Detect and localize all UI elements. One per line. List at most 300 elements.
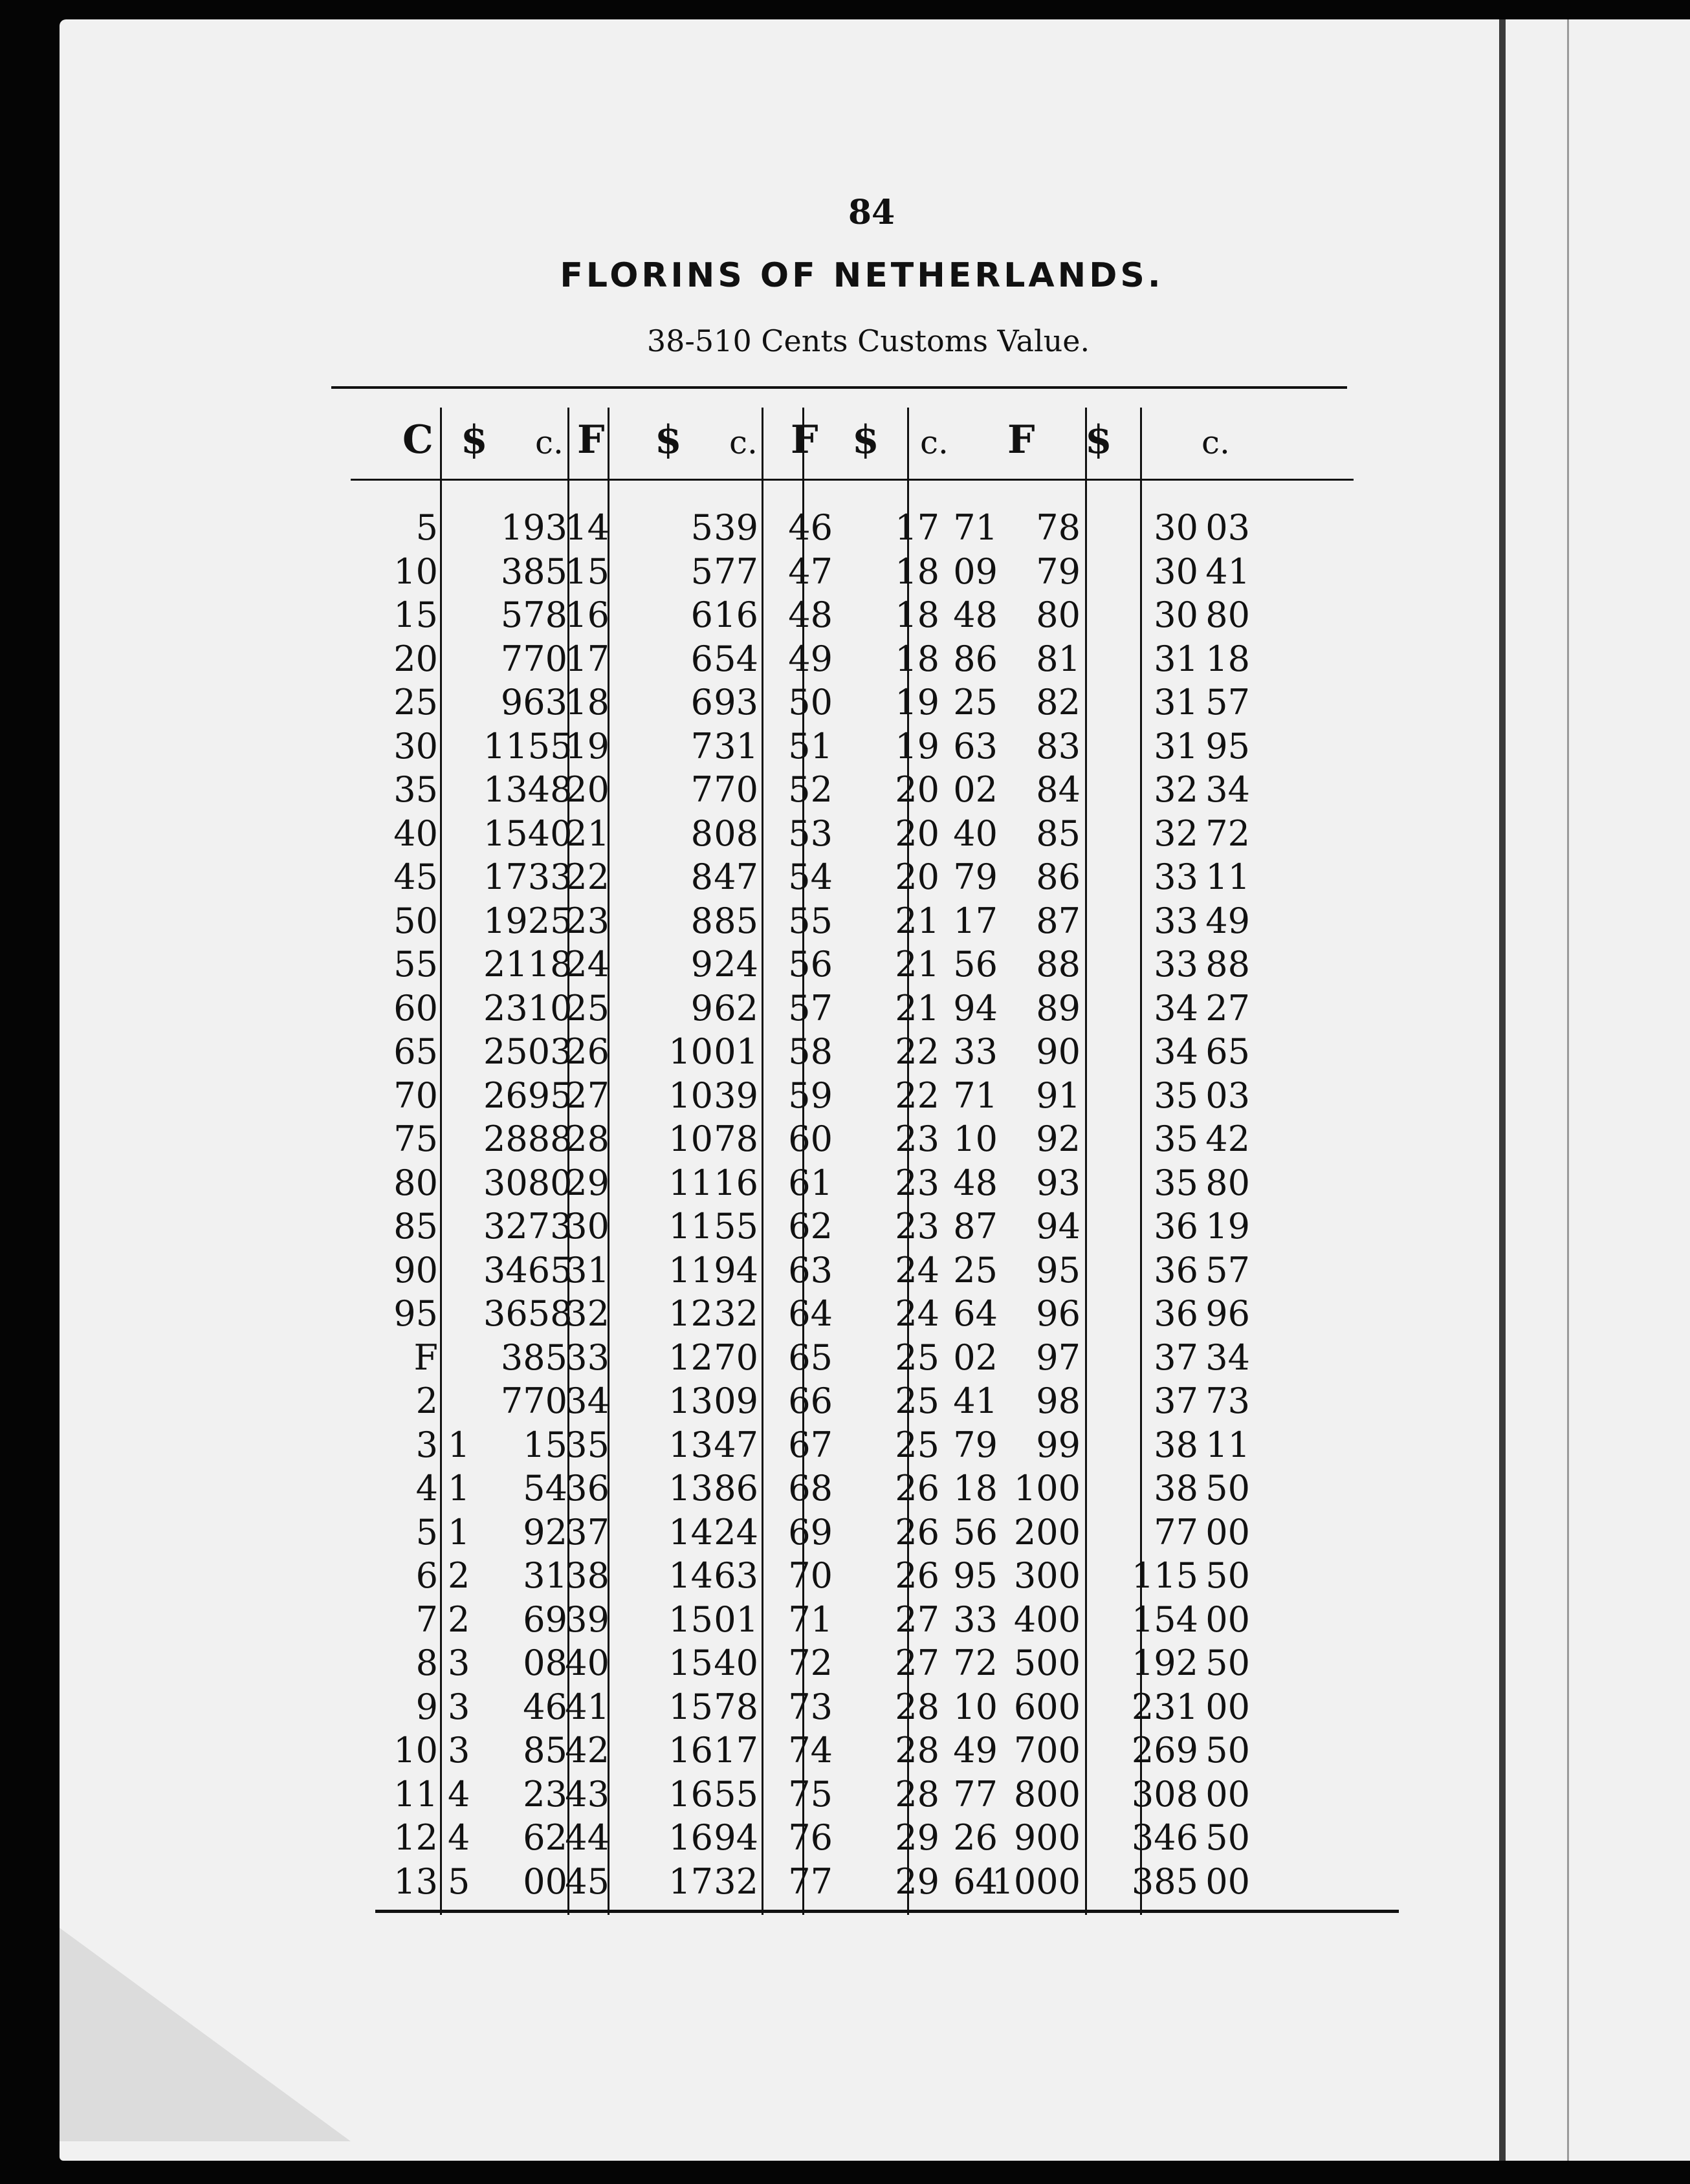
florin-cell: 34 [565, 1381, 609, 1421]
dollar-cell: 14 [668, 1511, 713, 1553]
cent-cell: 55 [714, 1773, 758, 1815]
dollar-cell: 5 [690, 551, 713, 592]
dollar-cell: 19 [895, 682, 939, 723]
cent-cell: 2310 [483, 987, 573, 1029]
dollar-cell: 37 [1154, 1381, 1198, 1421]
table-row [60, 1641, 1690, 1685]
florin-cell: 27 [565, 1075, 609, 1116]
cent-cell: 963 [500, 682, 567, 723]
dollar-cell: 16 [668, 1817, 713, 1858]
cent-cell: 65 [1205, 1031, 1250, 1072]
florin-cell: 79 [1036, 551, 1081, 592]
cent-cell: 385 [500, 551, 567, 592]
cent-cell: 24 [714, 1511, 758, 1553]
cent-cell: 94 [714, 1817, 758, 1858]
florin-cell: 37 [565, 1511, 609, 1553]
cent-cell: 64 [953, 1293, 998, 1334]
dollar-cell: 29 [895, 1861, 939, 1902]
cent-cell: 50 [1205, 1730, 1250, 1771]
dollar-cell: 19 [895, 725, 939, 767]
dollar-cell: 32 [1154, 769, 1198, 810]
cent-cell: 18 [953, 1468, 998, 1509]
cent-cell: 41 [1205, 551, 1250, 592]
florin-cell: 40 [565, 1643, 609, 1683]
dollar-cell: 15 [668, 1686, 713, 1727]
dollar-cell: 13 [668, 1468, 713, 1509]
cent-cell: 2118 [483, 944, 573, 985]
cent-cell: 94 [953, 987, 998, 1029]
cent-cell: 77 [953, 1773, 998, 1815]
header-cell: F [1007, 417, 1035, 463]
florin-cell: 1000 [991, 1861, 1081, 1902]
cent-cell: 71 [953, 507, 998, 548]
florin-cell: 41 [565, 1686, 609, 1727]
cent-cell: 11 [1205, 1424, 1250, 1465]
florin-cell: 40 [393, 813, 438, 854]
cent-cell: 03 [1205, 507, 1250, 548]
cent-cell: 86 [714, 1468, 758, 1509]
table-row [60, 1685, 1690, 1729]
florin-cell: 14 [565, 507, 609, 548]
cent-cell: 385 [500, 1337, 567, 1378]
dollar-cell: 77 [1154, 1511, 1198, 1553]
florin-cell: 22 [565, 857, 609, 897]
florin-cell: 45 [393, 857, 438, 897]
header-cell: $ [461, 417, 488, 463]
cent-cell: 50 [1205, 1817, 1250, 1858]
dollar-cell: 14 [668, 1555, 713, 1596]
florin-cell: 50 [393, 900, 438, 941]
dollar-cell: 11 [668, 1206, 713, 1247]
florin-cell: 61 [788, 1162, 833, 1203]
florin-cell: 83 [1036, 725, 1081, 767]
cent-cell: 79 [953, 857, 998, 897]
dollar-cell: 24 [895, 1249, 939, 1291]
dollar-cell: 154 [1131, 1599, 1198, 1640]
table-row [60, 593, 1690, 637]
florin-cell: 900 [1013, 1817, 1081, 1858]
dollar-cell: 33 [1154, 857, 1198, 897]
florin-cell: 4 [415, 1468, 438, 1509]
dollar-cell: 23 [895, 1206, 939, 1247]
cent-cell: 3658 [483, 1293, 573, 1334]
header-cell: c. [535, 424, 564, 461]
dollar-cell: 5 [448, 1861, 470, 1902]
dollar-cell: 9 [690, 944, 713, 985]
cent-cell: 77 [714, 551, 758, 592]
cent-cell: 17 [714, 1730, 758, 1771]
florin-cell: 5 [415, 507, 438, 548]
florin-cell: 17 [565, 638, 609, 679]
florin-cell: 88 [1036, 944, 1081, 985]
florin-cell: 68 [788, 1468, 833, 1509]
florin-cell: 25 [393, 682, 438, 723]
cent-cell: 00 [1205, 1599, 1250, 1640]
cent-cell: 80 [1205, 1162, 1250, 1203]
cent-cell: 31 [714, 725, 758, 767]
florin-cell: 69 [788, 1511, 833, 1553]
folded-corner [60, 1928, 351, 2141]
florin-cell: 50 [788, 682, 833, 723]
dollar-cell: 16 [668, 1730, 713, 1771]
dollar-cell: 23 [895, 1162, 939, 1203]
dollar-cell: 35 [1154, 1119, 1198, 1159]
cent-cell: 42 [1205, 1119, 1250, 1159]
page-subtitle: 38-510 Cents Customs Value. [646, 323, 1090, 358]
cent-cell: 63 [714, 1555, 758, 1596]
cent-cell: 193 [500, 507, 567, 548]
florin-cell: 21 [565, 813, 609, 854]
florin-cell: 53 [788, 813, 833, 854]
cent-cell: 33 [953, 1599, 998, 1640]
table-row [60, 1423, 1690, 1467]
florin-cell: 65 [788, 1337, 833, 1378]
cent-cell: 09 [714, 1381, 758, 1421]
table-row [60, 943, 1690, 987]
dollar-cell: 11 [668, 1249, 713, 1291]
cent-cell: 70 [714, 769, 758, 810]
florin-cell: 52 [788, 769, 833, 810]
florin-cell: 77 [788, 1861, 833, 1902]
cent-cell: 56 [953, 944, 998, 985]
florin-cell: 66 [788, 1381, 833, 1421]
cent-cell: 01 [714, 1599, 758, 1640]
table-row [60, 1205, 1690, 1249]
header-cell: $ [655, 417, 682, 463]
dollar-cell: 308 [1131, 1773, 1198, 1815]
header-cell: c. [729, 424, 758, 461]
table-row [60, 812, 1690, 856]
cent-cell: 578 [500, 595, 567, 635]
florin-cell: 63 [788, 1249, 833, 1291]
dollar-cell: 35 [1154, 1162, 1198, 1203]
dollar-cell: 3 [448, 1686, 470, 1727]
dollar-cell: 31 [1154, 682, 1198, 723]
cent-cell: 2695 [483, 1075, 573, 1116]
cent-cell: 02 [953, 1337, 998, 1378]
cent-cell: 1925 [483, 900, 573, 941]
florin-cell: 38 [565, 1555, 609, 1596]
dollar-cell: 6 [690, 682, 713, 723]
florin-cell: 11 [393, 1773, 438, 1815]
cent-cell: 770 [500, 1381, 567, 1421]
table-row [60, 1773, 1690, 1817]
florin-cell: 74 [788, 1730, 833, 1771]
table-row [60, 550, 1690, 594]
florin-cell: 23 [565, 900, 609, 941]
cent-cell: 24 [714, 944, 758, 985]
header-cell: $ [852, 417, 879, 463]
cent-cell: 1348 [483, 769, 573, 810]
cent-cell: 2888 [483, 1119, 573, 1159]
cent-cell: 08 [523, 1643, 567, 1683]
dollar-cell: 346 [1131, 1817, 1198, 1858]
florin-cell: 46 [788, 507, 833, 548]
header-cell: $ [1085, 417, 1112, 463]
florin-cell: 300 [1013, 1555, 1081, 1596]
florin-cell: 200 [1013, 1511, 1081, 1553]
dollar-cell: 25 [895, 1381, 939, 1421]
cent-cell: 63 [953, 725, 998, 767]
florin-cell: 98 [1036, 1381, 1081, 1421]
cent-cell: 16 [714, 1162, 758, 1203]
table-header [60, 417, 1690, 475]
florin-cell: 20 [393, 638, 438, 679]
dollar-cell: 15 [668, 1643, 713, 1683]
dollar-cell: 20 [895, 813, 939, 854]
table-row [60, 899, 1690, 943]
cent-cell: 70 [714, 1337, 758, 1378]
florin-cell: 54 [788, 857, 833, 897]
florin-cell: 19 [565, 725, 609, 767]
table-row [60, 1249, 1690, 1293]
florin-cell: 48 [788, 595, 833, 635]
table-row [60, 1117, 1690, 1161]
dollar-cell: 16 [668, 1773, 713, 1815]
florin-cell: 93 [1036, 1162, 1081, 1203]
dollar-cell: 231 [1131, 1686, 1198, 1727]
florin-cell: 96 [1036, 1293, 1081, 1334]
florin-cell: 82 [1036, 682, 1081, 723]
florin-cell: 80 [1036, 595, 1081, 635]
dollar-cell: 8 [690, 813, 713, 854]
cent-cell: 56 [953, 1511, 998, 1553]
florin-cell: 20 [565, 769, 609, 810]
cent-cell: 78 [714, 1686, 758, 1727]
dollar-cell: 15 [668, 1599, 713, 1640]
florin-cell: 30 [393, 725, 438, 767]
cent-cell: 3273 [483, 1206, 573, 1247]
florin-cell: 95 [393, 1293, 438, 1334]
table-row [60, 1511, 1690, 1555]
cent-cell: 93 [714, 682, 758, 723]
cent-cell: 50 [1205, 1555, 1250, 1596]
cent-cell: 79 [953, 1424, 998, 1465]
florin-cell: 13 [393, 1861, 438, 1902]
table-row [60, 1860, 1690, 1904]
cent-cell: 34 [1205, 769, 1250, 810]
table-row [60, 725, 1690, 769]
florin-cell: 95 [1036, 1249, 1081, 1291]
cent-cell: 57 [1205, 1249, 1250, 1291]
cent-cell: 00 [1205, 1511, 1250, 1553]
cent-cell: 25 [953, 682, 998, 723]
dollar-cell: 28 [895, 1730, 939, 1771]
cent-cell: 40 [714, 1643, 758, 1683]
cent-cell: 48 [953, 595, 998, 635]
florin-cell: 15 [393, 595, 438, 635]
dollar-cell: 4 [448, 1817, 470, 1858]
cent-cell: 87 [953, 1206, 998, 1247]
dollar-cell: 21 [895, 987, 939, 1029]
table-header-rule [351, 479, 1354, 481]
cent-cell: 73 [1205, 1381, 1250, 1421]
dollar-cell: 23 [895, 1119, 939, 1159]
cent-cell: 3080 [483, 1162, 573, 1203]
cent-cell: 11 [1205, 857, 1250, 897]
table-row [60, 1292, 1690, 1336]
cent-cell: 69 [523, 1599, 567, 1640]
dollar-cell: 9 [690, 987, 713, 1029]
cent-cell: 88 [1205, 944, 1250, 985]
cent-cell: 33 [953, 1031, 998, 1072]
florin-cell: 71 [788, 1599, 833, 1640]
florin-cell: 59 [788, 1075, 833, 1116]
cent-cell: 08 [714, 813, 758, 854]
dollar-cell: 27 [895, 1643, 939, 1683]
dollar-cell: 1 [448, 1511, 470, 1553]
dollar-cell: 8 [690, 900, 713, 941]
cent-cell: 54 [523, 1468, 567, 1509]
table-row [60, 1379, 1690, 1423]
header-cell: c. [920, 424, 949, 461]
florin-cell: 86 [1036, 857, 1081, 897]
dollar-cell: 37 [1154, 1337, 1198, 1378]
cent-cell: 96 [1205, 1293, 1250, 1334]
cent-cell: 01 [714, 1031, 758, 1072]
table-top-rule [331, 386, 1347, 389]
dollar-cell: 13 [668, 1424, 713, 1465]
florin-cell: 35 [393, 769, 438, 810]
cent-cell: 40 [953, 813, 998, 854]
florin-cell: 5 [415, 1511, 438, 1553]
dollar-cell: 27 [895, 1599, 939, 1640]
dollar-cell: 7 [690, 769, 713, 810]
dollar-cell: 20 [895, 857, 939, 897]
table-row [60, 1598, 1690, 1642]
dollar-cell: 32 [1154, 813, 1198, 854]
header-cell: F [577, 417, 605, 463]
cent-cell: 03 [1205, 1075, 1250, 1116]
florin-cell: 45 [565, 1861, 609, 1902]
cent-cell: 49 [1205, 900, 1250, 941]
cent-cell: 1733 [483, 857, 573, 897]
cent-cell: 64 [953, 1861, 998, 1902]
florin-cell: 36 [565, 1468, 609, 1509]
florin-cell: 55 [393, 944, 438, 985]
cent-cell: 34 [1205, 1337, 1250, 1378]
table-row [60, 1554, 1690, 1598]
florin-cell: 12 [393, 1817, 438, 1858]
cent-cell: 72 [1205, 813, 1250, 854]
florin-cell: 91 [1036, 1075, 1081, 1116]
florin-cell: 62 [788, 1206, 833, 1247]
florin-cell: 67 [788, 1424, 833, 1465]
table-row [60, 855, 1690, 899]
florin-cell: 35 [565, 1424, 609, 1465]
dollar-cell: 36 [1154, 1249, 1198, 1291]
florin-cell: 700 [1013, 1730, 1081, 1771]
dollar-cell: 33 [1154, 900, 1198, 941]
cent-cell: 72 [953, 1643, 998, 1683]
florin-cell: 73 [788, 1686, 833, 1727]
dollar-cell: 36 [1154, 1293, 1198, 1334]
dollar-cell: 18 [895, 638, 939, 679]
florin-cell: 90 [1036, 1031, 1081, 1072]
cent-cell: 71 [953, 1075, 998, 1116]
table-row [60, 637, 1690, 681]
florin-cell: 32 [565, 1293, 609, 1334]
cent-cell: 46 [523, 1686, 567, 1727]
cent-cell: 49 [953, 1730, 998, 1771]
florin-cell: 44 [565, 1817, 609, 1858]
dollar-cell: 31 [1154, 725, 1198, 767]
cent-cell: 78 [714, 1119, 758, 1159]
florin-cell: 25 [565, 987, 609, 1029]
florin-cell: 3 [415, 1424, 438, 1465]
florin-cell: 29 [565, 1162, 609, 1203]
table-row [60, 1336, 1690, 1380]
cent-cell: 27 [1205, 987, 1250, 1029]
florin-cell: 89 [1036, 987, 1081, 1029]
cent-cell: 25 [953, 1249, 998, 1291]
florin-cell: 65 [393, 1031, 438, 1072]
florin-cell: 99 [1036, 1424, 1081, 1465]
dollar-cell: 3 [448, 1730, 470, 1771]
cent-cell: 17 [953, 900, 998, 941]
cent-cell: 10 [953, 1119, 998, 1159]
dollar-cell: 192 [1131, 1643, 1198, 1683]
cent-cell: 02 [953, 769, 998, 810]
dollar-cell: 36 [1154, 1206, 1198, 1247]
dollar-cell: 17 [895, 507, 939, 548]
cent-cell: 50 [1205, 1643, 1250, 1683]
florin-cell: 51 [788, 725, 833, 767]
florin-cell: 16 [565, 595, 609, 635]
florin-cell: 76 [788, 1817, 833, 1858]
cent-cell: 94 [714, 1249, 758, 1291]
cent-cell: 95 [953, 1555, 998, 1596]
florin-cell: 56 [788, 944, 833, 985]
florin-cell: 94 [1036, 1206, 1081, 1247]
dollar-cell: 1 [448, 1424, 470, 1465]
florin-cell: 24 [565, 944, 609, 985]
florin-cell: 58 [788, 1031, 833, 1072]
cent-cell: 48 [953, 1162, 998, 1203]
dollar-cell: 30 [1154, 507, 1198, 548]
dollar-cell: 13 [668, 1381, 713, 1421]
florin-cell: 15 [565, 551, 609, 592]
florin-cell: F [413, 1337, 438, 1378]
florin-cell: 10 [393, 1730, 438, 1771]
cent-cell: 26 [953, 1817, 998, 1858]
cent-cell: 1155 [483, 725, 573, 767]
florin-cell: 49 [788, 638, 833, 679]
cent-cell: 62 [523, 1817, 567, 1858]
florin-cell: 10 [393, 551, 438, 592]
dollar-cell: 6 [690, 638, 713, 679]
dollar-cell: 3 [448, 1643, 470, 1683]
cent-cell: 41 [953, 1381, 998, 1421]
dollar-cell: 22 [895, 1075, 939, 1116]
page-number: 84 [848, 193, 895, 232]
florin-cell: 60 [788, 1119, 833, 1159]
cent-cell: 31 [523, 1555, 567, 1596]
table-row [60, 1030, 1690, 1074]
table-row [60, 506, 1690, 550]
dollar-cell: 10 [668, 1031, 713, 1072]
cent-cell: 32 [714, 1293, 758, 1334]
florin-cell: 85 [393, 1206, 438, 1247]
florin-cell: 9 [415, 1686, 438, 1727]
cent-cell: 770 [500, 638, 567, 679]
dollar-cell: 12 [668, 1337, 713, 1378]
dollar-cell: 29 [895, 1817, 939, 1858]
cent-cell: 55 [714, 1206, 758, 1247]
cent-cell: 39 [714, 507, 758, 548]
florin-cell: 39 [565, 1599, 609, 1640]
florin-cell: 72 [788, 1643, 833, 1683]
